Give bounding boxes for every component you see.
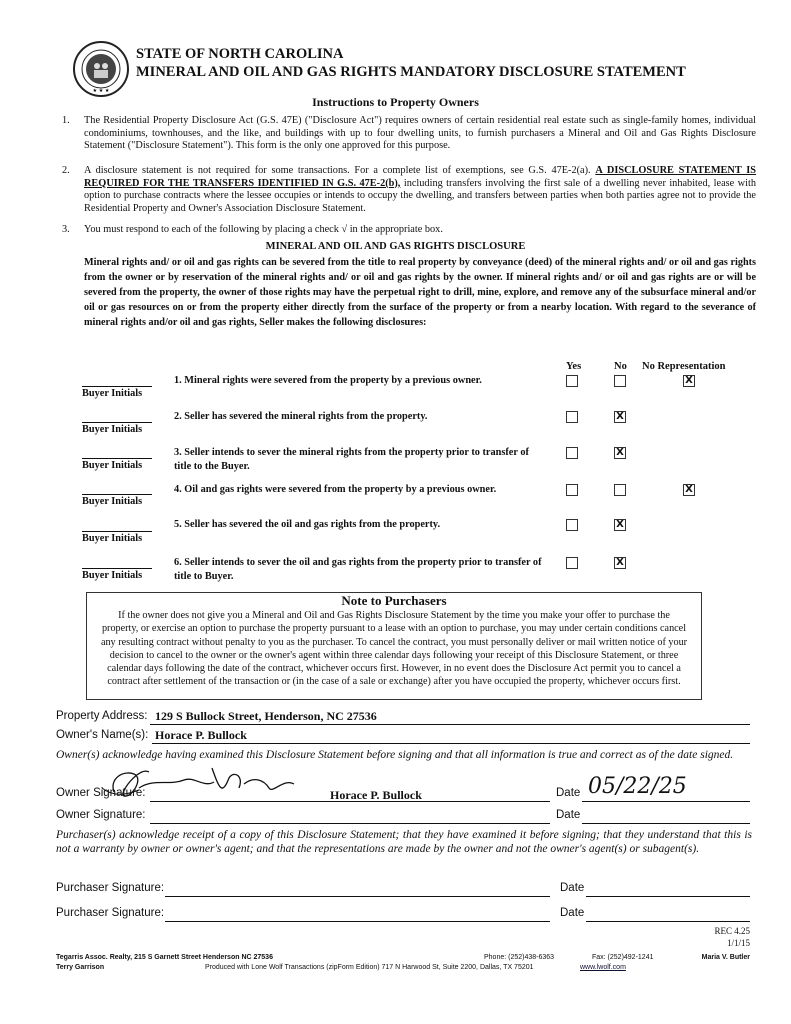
disclosure-text: 6. Seller intends to sever the oil and gas rights from the property prior to transfer of title to Buyer.	[174, 557, 542, 582]
buyer-initials-label: Buyer Initials	[82, 570, 143, 581]
buyer-initials-line[interactable]	[82, 568, 152, 569]
purchaser-date-2-label: Date	[560, 907, 585, 919]
property-address-label: Property Address:	[56, 710, 148, 722]
note-body: If the owner does not give you a Mineral and Oil and Gas Rights Disclosure Statement by the time you make your offer to purchase the property, or exercise an option to purchase the property pursuant to a lease with an option to purchase, you may under certain conditions cancel any resulting contract without penalty to you as the purchaser. To cancel the contract, you must personally deliver or mail written notice of your decision to cancel to the owner or the owner's agent within three calendar days following your receipt of this Disclosure Statement, or three calendar days following the date of the contract, whichever occurs first. However, in no event does the Disclosure Act permit you to cancel a contract after settlement of the transaction or (in the case of a sale or exchange) after you have occupied the property, whichever occurs first.	[100, 610, 688, 688]
disclosure-text: 5. Seller has severed the oil and gas rights from the property.	[174, 519, 441, 530]
no-checkbox[interactable]	[614, 375, 626, 387]
disclosure-text: 2. Seller has severed the mineral rights from the property.	[174, 411, 428, 422]
yes-checkbox[interactable]	[566, 484, 578, 496]
footer-client: Maria V. Butler	[701, 954, 750, 961]
no-representation-checkbox[interactable]: X	[683, 484, 695, 496]
purchaser-signature-1-label: Purchaser Signature:	[56, 882, 165, 894]
purchaser-date-2-line[interactable]	[586, 921, 750, 922]
item-3-number: 3.	[62, 224, 70, 235]
purchaser-date-1-label: Date	[560, 882, 585, 894]
buyer-initials-line[interactable]	[82, 494, 152, 495]
purchaser-signature-1-line[interactable]	[165, 896, 550, 897]
item-1-number: 1.	[62, 115, 70, 126]
instruction-1: The Residential Property Disclosure Act (G.S. 47E) ("Disclosure Act") requires owners of certain residential real estate such as single-family homes, individual condominiums, townhouses, and the like, and buildings with up to four dwelling units, to furnish purchasers a Mineral and Oil and Gas Rights Disclosure Statement ("Disclosure Statement"). This form is the only one approved for this purpose.	[84, 115, 756, 152]
owner-acknowledgement: Owner(s) acknowledge having examined this Disclosure Statement before signing and that all information is true and correct as of the date signed.	[56, 749, 734, 761]
note-title: Note to Purchasers	[341, 593, 447, 608]
column-yes: Yes	[566, 361, 582, 372]
yes-checkbox[interactable]	[566, 447, 578, 459]
state-title: STATE OF NORTH CAROLINA	[136, 46, 344, 62]
instructions-title: Instructions to Property Owners	[312, 95, 479, 109]
mineral-section-title: MINERAL AND OIL AND GAS RIGHTS DISCLOSURE	[265, 241, 526, 252]
form-code: REC 4.25	[714, 926, 750, 936]
owner-date-field[interactable]: 05/22/25	[588, 774, 687, 799]
owner-date-label: Date	[556, 787, 581, 799]
footer-agent: Terry Garrison	[56, 964, 105, 971]
instruction-2-emphasis: A DISCLOSURE STATEMENT IS REQUIRED FOR THE TRANSFERS IDENTIFIED IN G.S. 47E-2(b),	[84, 165, 756, 189]
footer-url-link[interactable]: www.lwolf.com	[580, 964, 626, 971]
buyer-initials-label: Buyer Initials	[82, 424, 143, 435]
no-checkbox[interactable]: X	[614, 557, 626, 569]
no-checkbox[interactable]	[614, 484, 626, 496]
purchaser-signature-2-label: Purchaser Signature:	[56, 907, 165, 919]
instruction-3: You must respond to each of the following by placing a check √ in the appropriate box.	[84, 224, 443, 235]
yes-checkbox[interactable]	[566, 557, 578, 569]
owners-name-line	[152, 743, 750, 744]
owners-name-field[interactable]: Horace P. Bullock	[155, 728, 247, 742]
footer-company: Tegarris Assoc. Realty, 215 S Garnett Street Henderson NC 27536	[56, 954, 273, 961]
instruction-2-a: A disclosure statement is not required for some transactions. For a complete list of exemptions, see G.S. 47E-2(a).	[84, 165, 591, 176]
no-checkbox[interactable]: X	[614, 411, 626, 423]
buyer-initials-label: Buyer Initials	[82, 496, 143, 507]
footer-fax: Fax: (252)492-1241	[592, 954, 654, 961]
disclosure-text: 3. Seller intends to sever the mineral rights from the property prior to transfer of title to the Buyer.	[174, 447, 529, 472]
property-address-line	[150, 724, 750, 725]
owner-signature-2-line[interactable]	[150, 823, 550, 824]
yes-checkbox[interactable]	[566, 411, 578, 423]
svg-text:★ ★ ★: ★ ★ ★	[92, 88, 110, 94]
buyer-initials-label: Buyer Initials	[82, 460, 143, 471]
instruction-2	[84, 165, 756, 215]
buyer-initials-label: Buyer Initials	[82, 388, 143, 399]
buyer-initials-line[interactable]	[82, 531, 152, 532]
form-revision: 1/1/15	[726, 938, 750, 948]
disclosure-text: 1. Mineral rights were severed from the property by a previous owner.	[174, 375, 482, 386]
footer-phone: Phone: (252)438-6363	[484, 954, 555, 961]
yes-checkbox[interactable]	[566, 519, 578, 531]
instruction-2-c: including transfers involving the first sale of a dwelling never inhabited, lease with option to purchase contracts where the lessee occupies or intends to occupy the dwelling, and transfers between parties when both parties agree not to provide the Residential Property and Owner's Association Disclosure Statement.	[84, 177, 756, 214]
buyer-initials-line[interactable]	[82, 458, 152, 459]
purchaser-date-1-line[interactable]	[586, 896, 750, 897]
form-title: MINERAL AND OIL AND GAS RIGHTS MANDATORY DISCLOSURE STATEMENT	[136, 64, 686, 80]
mineral-paragraph: Mineral rights and/ or oil and gas rights can be severed from the title to real property by conveyance (deed) of the mineral rights and/ or oil and gas rights from the owner or by reservation of the mineral rights and/ or oil and gas rights by the owner. If mineral rights and/ or oil and gas rights are or will be severed from the property, the owner of those rights may have the perpetual right to drill, mine, explore, and remove any of the subsurface mineral and/or oil or gas resources on or from the property either directly from the surface of the property or from a nearby location. With regard to the severance of mineral rights and/or oil and gas rights, Seller makes the following disclosures:	[84, 257, 756, 328]
owner-date-2-label: Date	[556, 809, 581, 821]
yes-checkbox[interactable]	[566, 375, 578, 387]
footer-produced: Produced with Lone Wolf Transactions (zipForm Edition) 717 N Harwood St, Suite 2200, Dallas, TX 75201	[205, 964, 534, 971]
column-no-representation: No Representation	[642, 361, 726, 372]
buyer-initials-line[interactable]	[82, 386, 152, 387]
property-address-field[interactable]: 129 S Bullock Street, Henderson, NC 27536	[155, 709, 377, 723]
owners-name-label: Owner's Name(s):	[56, 729, 149, 741]
column-no: No	[614, 361, 627, 372]
item-2-number: 2.	[62, 165, 70, 176]
owner-printed-name[interactable]: Horace P. Bullock	[330, 788, 422, 802]
buyer-initials-label: Buyer Initials	[82, 533, 143, 544]
no-checkbox[interactable]: X	[614, 519, 626, 531]
no-checkbox[interactable]: X	[614, 447, 626, 459]
no-representation-checkbox[interactable]: X	[683, 375, 695, 387]
buyer-initials-line[interactable]	[82, 422, 152, 423]
nc-real-estate-commission-seal	[72, 40, 130, 98]
disclosure-text: 4. Oil and gas rights were severed from the property by a previous owner.	[174, 484, 497, 495]
purchaser-acknowledgement: Purchaser(s) acknowledge receipt of a copy of this Disclosure Statement; that they have examined it before signing; that they understand that this is not a warranty by owner or owner's agent; and that the representations are made by the owner and not the owner's agent(s) or subagent(s).	[56, 829, 752, 855]
handwritten-signature	[94, 758, 319, 806]
owner-signature-label: Owner Signature:	[56, 787, 146, 799]
purchaser-signature-2-line[interactable]	[165, 921, 550, 922]
owner-date-2-line[interactable]	[582, 823, 750, 824]
owner-date-line	[582, 801, 750, 802]
owner-signature-2-label: Owner Signature:	[56, 809, 146, 821]
